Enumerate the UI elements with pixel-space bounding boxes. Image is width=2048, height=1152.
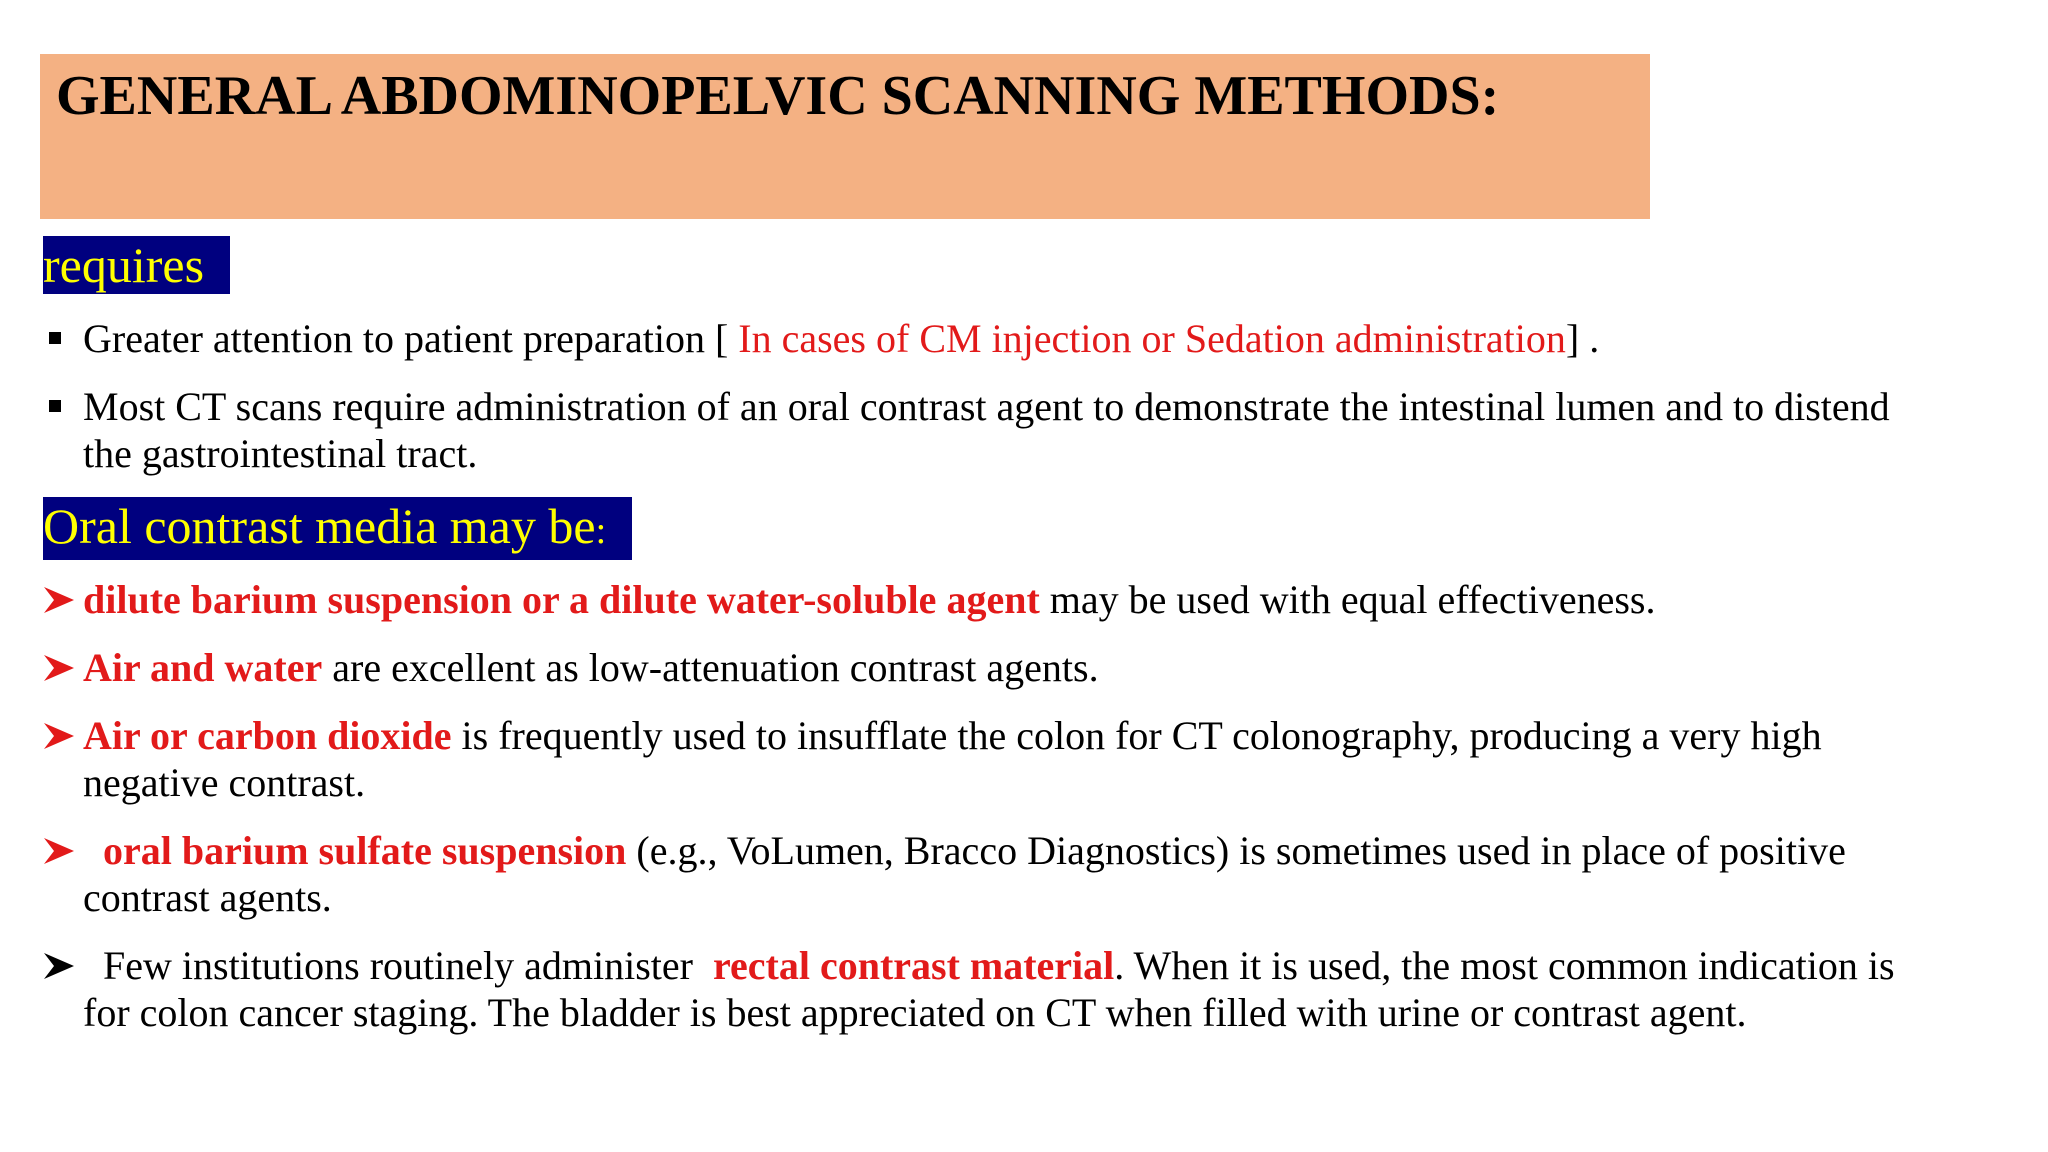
square-bullet-icon	[49, 400, 61, 412]
slide-title: GENERAL ABDOMINOPELVIC SCANNING METHODS:	[56, 65, 1500, 127]
section-label-oral-text: Oral contrast media may be	[43, 498, 596, 554]
arrowhead-bullet-icon	[42, 585, 76, 615]
arrowhead-bullet-icon	[42, 836, 76, 866]
oral-item-5-part-1: Few institutions routinely administer	[83, 943, 713, 988]
oral-item-3-part-1: Air or carbon dioxide	[83, 713, 452, 758]
requires-item-1-part-2: In cases of CM injection or Sedation administration	[738, 316, 1566, 361]
section-label-requires	[43, 236, 230, 294]
oral-item-5	[83, 942, 1903, 1036]
square-bullet-icon	[49, 332, 61, 344]
oral-item-4	[83, 827, 1903, 921]
oral-item-1-part-1: dilute barium suspension or a dilute water-soluble agent	[83, 577, 1040, 622]
section-label-requires-text: requires	[43, 237, 205, 293]
oral-item-3-part-2: is frequently used to insufflate the colon for CT colonography, producing a very high negative contrast.	[83, 713, 1822, 805]
oral-item-5-part-3: . When it is used, the most common indication is for colon cancer staging. The bladder is best appreciated on CT when filled with urine or contrast agent.	[83, 943, 1895, 1035]
oral-item-5-part-2: rectal contrast material	[712, 943, 1115, 988]
oral-item-2-part-1: Air and water	[83, 645, 323, 690]
requires-item-1	[83, 315, 1903, 362]
arrowhead-bullet-icon	[42, 721, 76, 751]
requires-item-1-part-3: ] .	[1565, 316, 1600, 361]
arrowhead-bullet-icon	[42, 951, 76, 981]
oral-item-2	[83, 644, 1903, 691]
oral-item-1-part-2: may be used with equal effectiveness.	[1039, 577, 1656, 622]
section-label-oral-colon: :	[595, 510, 607, 552]
oral-item-4-part-1: oral barium sulfate suspension	[83, 828, 627, 873]
oral-item-4-part-2: (e.g., VoLumen, Bracco Diagnostics) is sometimes used in place of positive contrast agents.	[83, 828, 1846, 920]
oral-item-2-part-2: are excellent as low-attenuation contrast agents.	[322, 645, 1099, 690]
requires-item-1-part-1: Greater attention to patient preparation [	[83, 316, 739, 361]
arrowhead-bullet-icon	[42, 653, 76, 683]
requires-item-2	[83, 383, 1903, 477]
requires-item-2-part-1: Most CT scans require administration of an oral contrast agent to demonstrate the intestinal lumen and to distend the gastrointestinal tract.	[83, 384, 1890, 476]
oral-item-1	[83, 576, 1903, 623]
title-banner	[40, 54, 1650, 219]
section-label-oral-contrast	[43, 497, 632, 560]
oral-item-3	[83, 712, 1903, 806]
